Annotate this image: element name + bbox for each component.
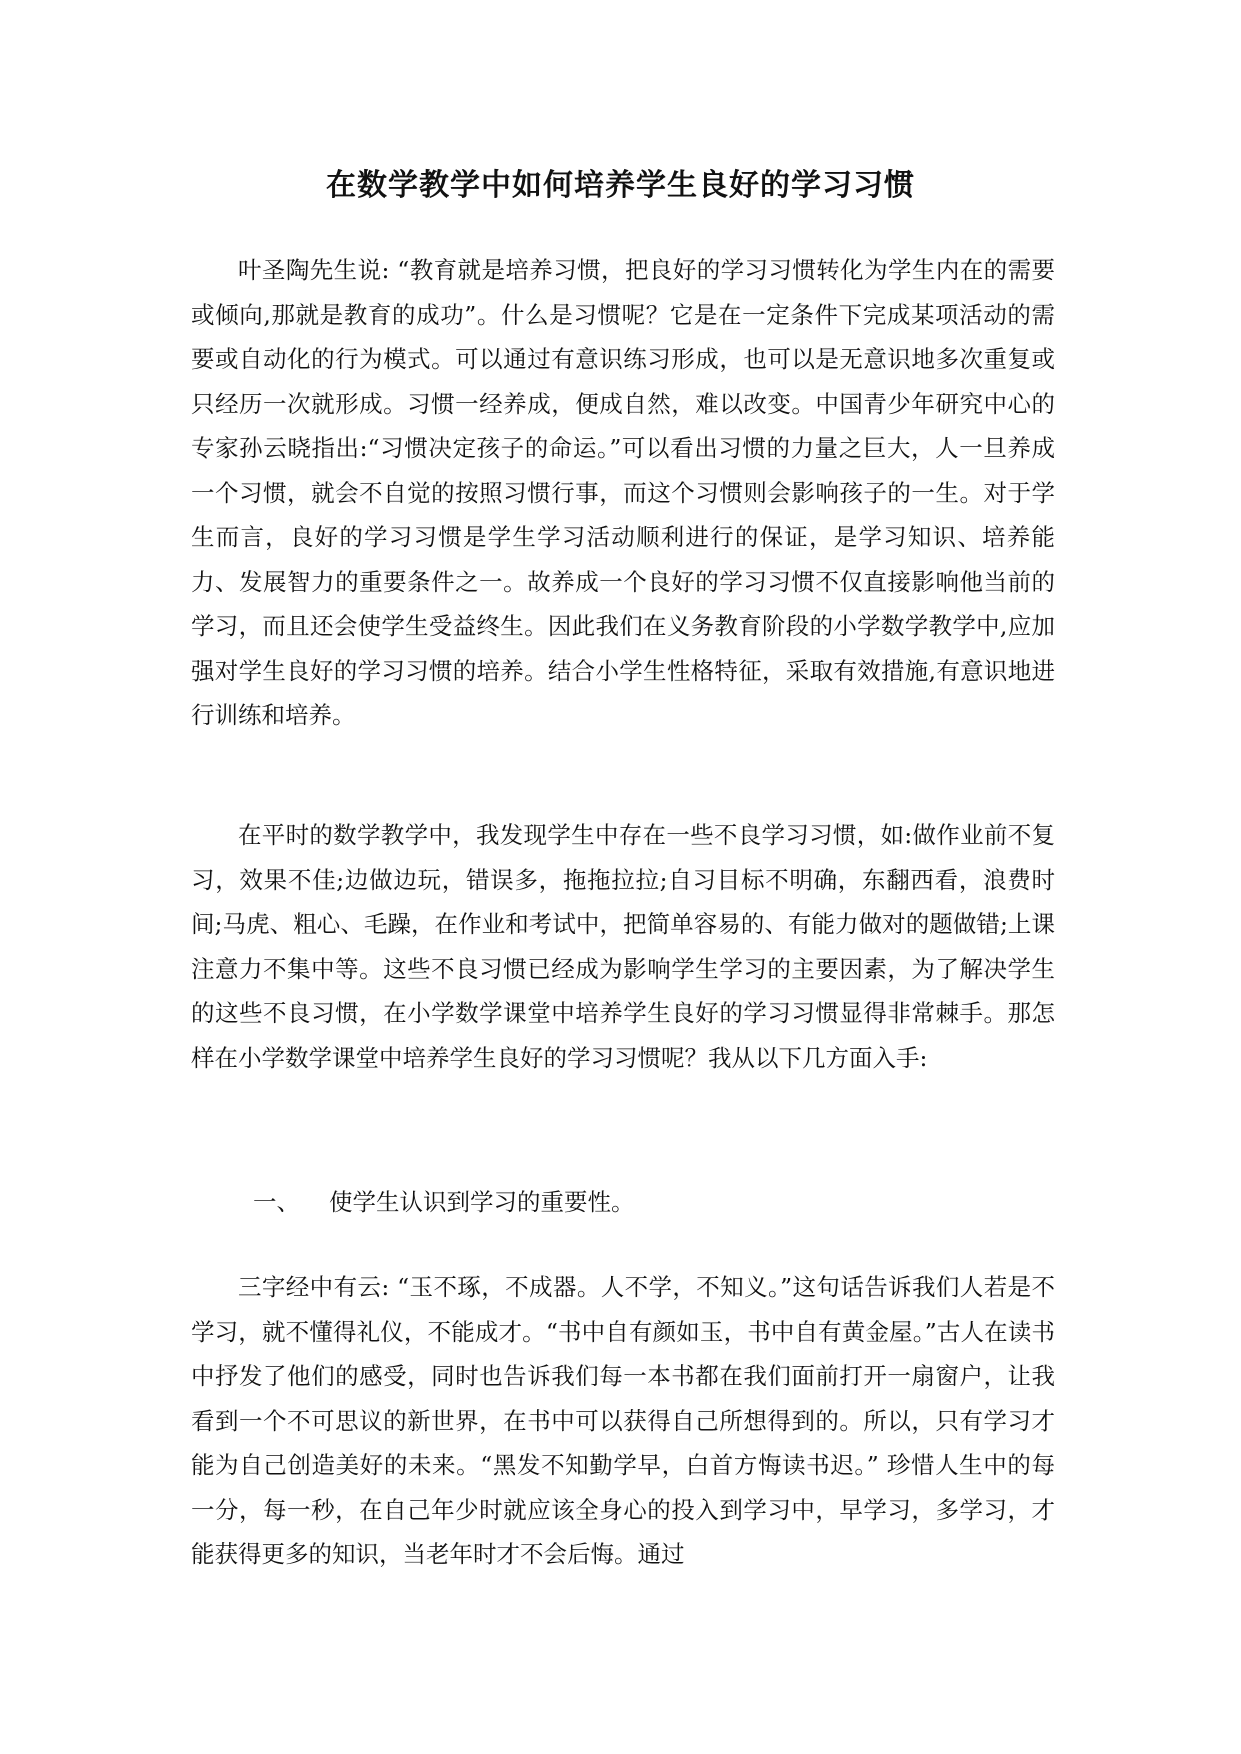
section-heading-text: 使学生认识到学习的重要性。 xyxy=(329,1188,635,1216)
section-number: 一、 xyxy=(253,1188,300,1216)
paragraph-intro: 叶圣陶先生说: “教育就是培养习惯，把良好的学习习惯转化为学生内在的需要或倾向,那就是教育的成功”。什么是习惯呢？它是在一定条件下完成某项活动的需要或自动化的行为模式。可以通过有意识练习形成，也可以是无意识地多次重复或只经历一次就形成。习惯一经养成，便成自然，难以改变。中国青少年研究中心的专家孙云晓指出:“习惯决定孩子的命运。”可以看出习惯的力量之巨大，人一旦养成一个习惯，就会不自觉的按照习惯行事，而这个习惯则会影响孩子的一生。对于学生而言，良好的学习习惯是学生学习活动顺利进行的保证，是学习知识、培养能力、发展智力的重要条件之一。故养成一个良好的学习习惯不仅直接影响他当前的学习，而且还会使学生受益终生。因此我们在义务教育阶段的小学数学教学中,应加强对学生良好的学习习惯的培养。结合小学生性格特征，采取有效措施,有意识地进行训练和培养。 xyxy=(191,256,1055,729)
paragraph-importance: 三字经中有云: “玉不琢，不成器。人不学，不知义。”这句话告诉我们人若是不学习，就不懂得礼仪，不能成才。“书中自有颜如玉，书中自有黄金屋。”古人在读书中抒发了他们的感受，同时也告诉我们每一本书都在我们面前打开一扇窗户，让我看到一个不可思议的新世界，在书中可以获得自己所想得到的。所以，只有学习才能为自己创造美好的未来。“黑发不知勤学早，白首方悔读书迟。” 珍惜人生中的每一分，每一秒，在自己年少时就应该全身心的投入到学习中，早学习，多学习，才能获得更多的知识，当老年时才不会后悔。通过 xyxy=(191,1273,1055,1568)
section-heading xyxy=(253,1180,635,1225)
page-title: 在数学教学中如何培养学生良好的学习习惯 xyxy=(326,168,915,203)
paragraph-bad-habits: 在平时的数学教学中，我发现学生中存在一些不良学习习惯，如:做作业前不复习，效果不佳;边做边玩，错误多，拖拖拉拉;自习目标不明确，东翻西看，浪费时间;马虎、粗心、毛躁，在作业和考试中，把简单容易的、有能力做对的题做错;上课注意力不集中等。这些不良习惯已经成为影响学生学习的主要因素，为了解决学生的这些不良习惯，在小学数学课堂中培养学生良好的学习习惯显得非常棘手。那怎样在小学数学课堂中培养学生良好的学习习惯呢？我从以下几方面入手: xyxy=(191,821,1055,1072)
